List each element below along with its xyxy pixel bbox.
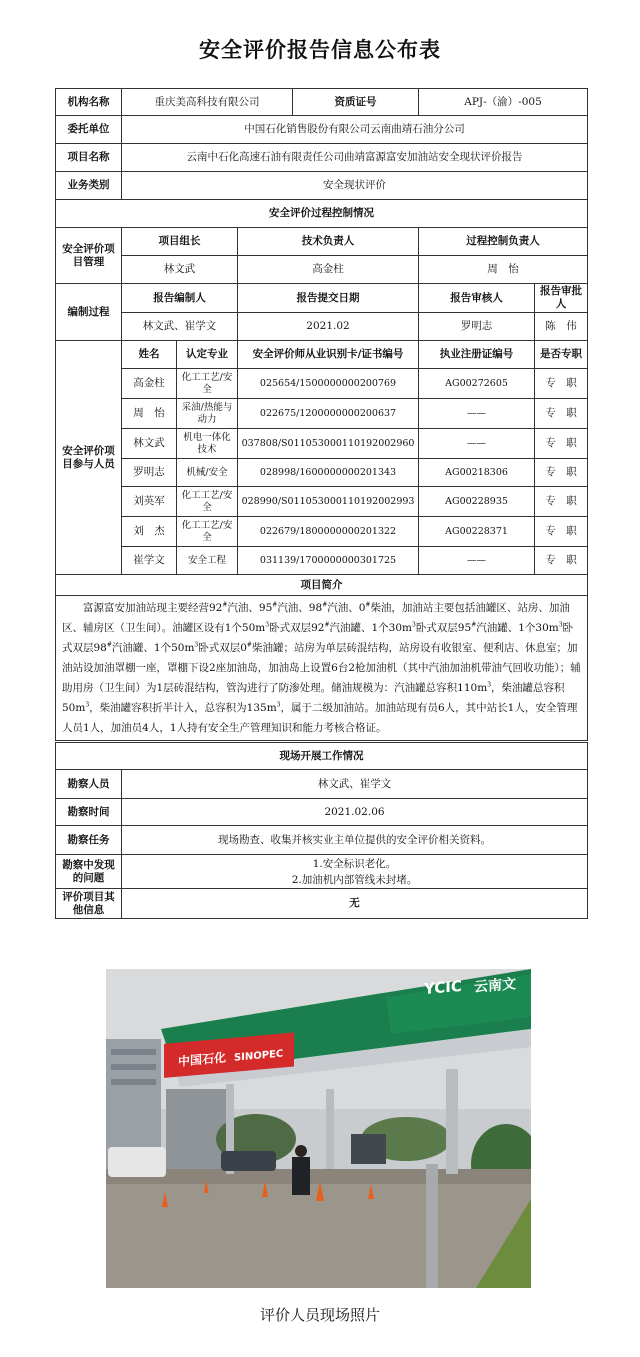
compile-header: 报告审核人 <box>419 284 535 313</box>
photo-caption: 评价人员现场照片 <box>259 1306 380 1324</box>
compile-value: 林文武、崔学文 <box>122 313 238 341</box>
survey-issue-label: 勘察中发现的问题 <box>56 855 122 889</box>
surveyor-value: 林文武、崔学文 <box>122 770 588 799</box>
intro-text: 富源富安加油站现主要经营92#汽油、95#汽油、98#汽油、0#柴油，加油站主要包括油罐区、站房、加油区、辅房区（卫生间）。油罐区设有1个$50m^3$卧式双层92#汽油罐、1个$30m^3$卧式双层95#汽油罐、1个$30m^3$卧式双层98#汽油罐、1个$50m^3$卧式双层0#柴油罐；站房为单层砖混结构，站房设有收银室、便利店、休息室；加油站设加油罩棚一座，罩棚下设2座加油岛，加油岛上设置6台2枪加油机（其中汽油加油机带油气回收功能）；辅助用房（卫生间）为1层砖混结构，管沟进行了防渗处理。储油规模为：汽油罐总容积$110m^3$，柴油罐总容积$50m^3$，柴油罐容积折半计入，总容积为$135m^3$，属于二级加油站。加油站现有员6人，其中站长1人，安全管理人员1人，加油员4人，1人持有安全生产管理知识和能力考核合格证。 <box>56 596 588 741</box>
survey-task-label: 勘察任务 <box>56 826 122 855</box>
staff-card: 022679/1800000000201322 <box>238 517 419 547</box>
cert-label: 资质证号 <box>293 89 419 116</box>
staff-card: 028998/1600000000201343 <box>238 459 419 487</box>
site-heading: 现场开展工作情况 <box>56 743 588 770</box>
staff-card: 025654/1500000000200769 <box>238 369 419 399</box>
mgmt-header: 技术负责人 <box>238 228 419 256</box>
staff-name: 高金柱 <box>122 369 177 399</box>
staff-fulltime: 专 职 <box>535 429 588 459</box>
survey-time-value: 2021.02.06 <box>122 799 588 826</box>
staff-name: 崔学文 <box>122 547 177 575</box>
staff-major: 机械/安全 <box>177 459 238 487</box>
table-row <box>56 429 588 459</box>
canopy-pillar <box>446 1069 458 1174</box>
staff-card: 028990/S011053000110192002993 <box>238 487 419 517</box>
sign-en-text: YCIC <box>424 976 462 999</box>
van <box>108 1147 166 1177</box>
mgmt-header: 过程控制负责人 <box>419 228 588 256</box>
intro-heading: 项目简介 <box>56 575 588 596</box>
report-info-table <box>55 88 588 741</box>
table-row <box>56 487 588 517</box>
staff-name: 林文武 <box>122 429 177 459</box>
staff-header: 姓名 <box>122 341 177 369</box>
staff-header: 执业注册证编号 <box>419 341 535 369</box>
table-row <box>56 369 588 399</box>
brand-en-text: SINOPEC <box>234 1048 284 1064</box>
staff-reg: —— <box>419 399 535 429</box>
staff-name: 刘英军 <box>122 487 177 517</box>
staff-fulltime: 专 职 <box>535 517 588 547</box>
staff-fulltime: 专 职 <box>535 459 588 487</box>
staff-major: 机电一体化技术 <box>177 429 238 459</box>
sign-cn-text: 云南文 <box>474 976 516 996</box>
brand-cn-text: 中国石化 <box>178 1050 226 1069</box>
mgmt-header: 项目组长 <box>122 228 238 256</box>
process-heading: 安全评价过程控制情况 <box>56 200 588 228</box>
compile-value: 罗明志 <box>419 313 535 341</box>
issue-item: 1.安全标识老化。 <box>312 857 397 870</box>
other-info-value: 无 <box>122 889 588 919</box>
staff-reg: AG00218306 <box>419 459 535 487</box>
org-value: 重庆美高科技有限公司 <box>122 89 293 116</box>
staff-fulltime: 专 职 <box>535 487 588 517</box>
org-label: 机构名称 <box>56 89 122 116</box>
cert-value: APJ-（渝）-005 <box>419 89 588 116</box>
other-info-label: 评价项目其他信息 <box>56 889 122 919</box>
table-row <box>56 517 588 547</box>
table-row <box>56 399 588 429</box>
page-title: 安全评价报告信息公布表 <box>199 38 441 62</box>
staff-header: 安全评价师从业识别卡/证书编号 <box>238 341 419 369</box>
survey-time-label: 勘察时间 <box>56 799 122 826</box>
staff-fulltime: 专 职 <box>535 369 588 399</box>
staff-name: 刘 杰 <box>122 517 177 547</box>
staff-card: 022675/1200000000200637 <box>238 399 419 429</box>
project-label: 项目名称 <box>56 144 122 172</box>
client-label: 委托单位 <box>56 116 122 144</box>
staff-fulltime: 专 职 <box>535 399 588 429</box>
staff-card: 031139/1700000000301725 <box>238 547 419 575</box>
staff-reg: —— <box>419 429 535 459</box>
project-value: 云南中石化高速石油有限责任公司曲靖富源富安加油站安全现状评价报告 <box>122 144 588 172</box>
biz-label: 业务类别 <box>56 172 122 200</box>
mgmt-value: 高金柱 <box>238 256 419 284</box>
site-work-table <box>55 742 588 919</box>
table-row <box>56 459 588 487</box>
table-row <box>56 547 588 575</box>
staff-name: 周 怡 <box>122 399 177 429</box>
staff-major: 化工工艺/安全 <box>177 487 238 517</box>
staff-reg: AG00272605 <box>419 369 535 399</box>
staff-reg: AG00228935 <box>419 487 535 517</box>
person <box>292 1157 310 1195</box>
staff-reg: —— <box>419 547 535 575</box>
site-photo <box>106 969 531 1288</box>
client-value: 中国石化销售股份有限公司云南曲靖石油分公司 <box>122 116 588 144</box>
compile-value: 2021.02 <box>238 313 419 341</box>
compile-header: 报告编制人 <box>122 284 238 313</box>
compile-label: 编制过程 <box>56 284 122 341</box>
staff-header: 是否专职 <box>535 341 588 369</box>
mgmt-label: 安全评价项目管理 <box>56 228 122 284</box>
staff-major: 化工工艺/安全 <box>177 369 238 399</box>
compile-header: 报告提交日期 <box>238 284 419 313</box>
staff-major: 安全工程 <box>177 547 238 575</box>
issue-item: 2.加油机内部管线未封堵。 <box>291 873 418 886</box>
surveyor-label: 勘察人员 <box>56 770 122 799</box>
canopy-pillar <box>326 1089 334 1169</box>
mgmt-value: 林文武 <box>122 256 238 284</box>
sign-post <box>426 1164 438 1288</box>
truck <box>351 1134 386 1164</box>
staff-major: 化工工艺/安全 <box>177 517 238 547</box>
compile-header: 报告审批人 <box>535 284 588 313</box>
survey-task-value: 现场勘查、收集并核实业主单位提供的安全评价相关资料。 <box>122 826 588 855</box>
staff-header: 认定专业 <box>177 341 238 369</box>
survey-issues <box>122 855 588 889</box>
car <box>221 1151 276 1171</box>
staff-fulltime: 专 职 <box>535 547 588 575</box>
staff-card: 037808/S011053000110192002960 <box>238 429 419 459</box>
staff-label: 安全评价项目参与人员 <box>56 341 122 575</box>
biz-value: 安全现状评价 <box>122 172 588 200</box>
compile-value: 陈 伟 <box>535 313 588 341</box>
mgmt-value: 周 怡 <box>419 256 588 284</box>
staff-name: 罗明志 <box>122 459 177 487</box>
staff-major: 采油/热能与动力 <box>177 399 238 429</box>
staff-reg: AG00228371 <box>419 517 535 547</box>
